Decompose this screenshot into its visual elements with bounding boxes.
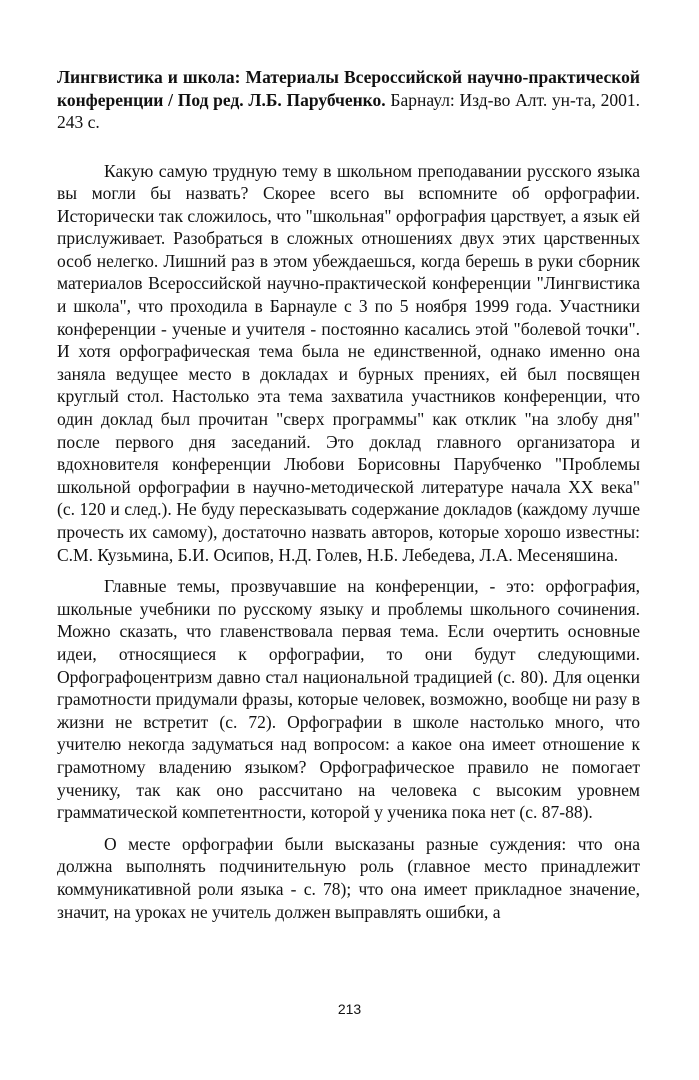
paragraph-2: Главные темы, прозвучавшие на конференции, - это: орфография, школьные учебники по русскому языку и проблемы школьного сочинения. Можно сказать, что главенствовала первая тема. Если очертить основные идеи, относящиеся к орфографии, то они будут следующими. Орфографоцентризм давно стал национальной традицией (с. 80). Для оценки грамотности придумали фразы, которые человек, возможно, вообще ни разу в жизни не встретит (с. 72). Орфографии в школе настолько много, что учителю некогда задуматься над вопросом: а какое она имеет отношение к грамотному владению языком? Орфографическое правило не помогает ученику, так как оно рассчитано на человека с высоким уровнем грамматической компетентности, которой у ученика пока нет (с. 87-88). bbox=[57, 576, 640, 823]
citation-publication: Барнаул: Изд-во Алт. ун-та, 2001. 243 с. bbox=[57, 89, 640, 132]
paragraph-1: Какую самую трудную тему в школьном преподавании русского языка вы могли бы назвать? Скорее всего вы вспомните об орфографии. Исторически так сложилось, что "школьная" орфография царствует, а язык ей прислуживает. Разобраться в сложных отношениях двух этих царственных особ нелегко. Лишний раз в этом убеждаешься, когда берешь в руки сборник материалов Всероссийской научно-практической конференции "Лингвистика и школа", что проходила в Барнауле с 3 по 5 ноября 1999 года. Участники конференции - ученые и учителя - постоянно касались этой "болевой точки". И хотя орфографическая тема была не единственной, однако именно она заняла ведущее место в докладах и бурных прениях, ей был посвящен круглый стол. Настолько эта тема захватила участников конференции, что один доклад был прочитан "сверх программы" как отклик "на злобу дня" после первого дня заседаний. Это доклад главного организатора и вдохновителя конференции Любови Борисовны Парубченко "Проблемы школьной орфографии в научно-методической литературе начала XX века" (с. 120 и след.). Не буду пересказывать содержание докладов (каждому лучше прочесть их самому), достаточно назвать авторов, которые хорошо известны: С.М. Кузьмина, Б.И. Осипов, Н.Д. Голев, Н.Б. Лебедева, Л.А. Месеняшина. bbox=[57, 160, 640, 565]
page-number: 213 bbox=[337, 1001, 362, 1017]
citation-title: Лингвистика и школа: Материалы Всероссийской научно-практической конференции / Под ред. Л.Б. Парубченко. bbox=[57, 67, 640, 110]
page-content bbox=[57, 66, 640, 932]
paragraph-3: О месте орфографии были высказаны разные суждения: что она должна выполнять подчинительную роль (главное место принадлежит коммуникативной роли языка - с. 78); что она имеет прикладное значение, значит, на уроках не учитель должен выправлять ошибки, а bbox=[57, 833, 640, 922]
bibliographic-citation bbox=[57, 66, 640, 134]
review-body bbox=[57, 160, 640, 924]
